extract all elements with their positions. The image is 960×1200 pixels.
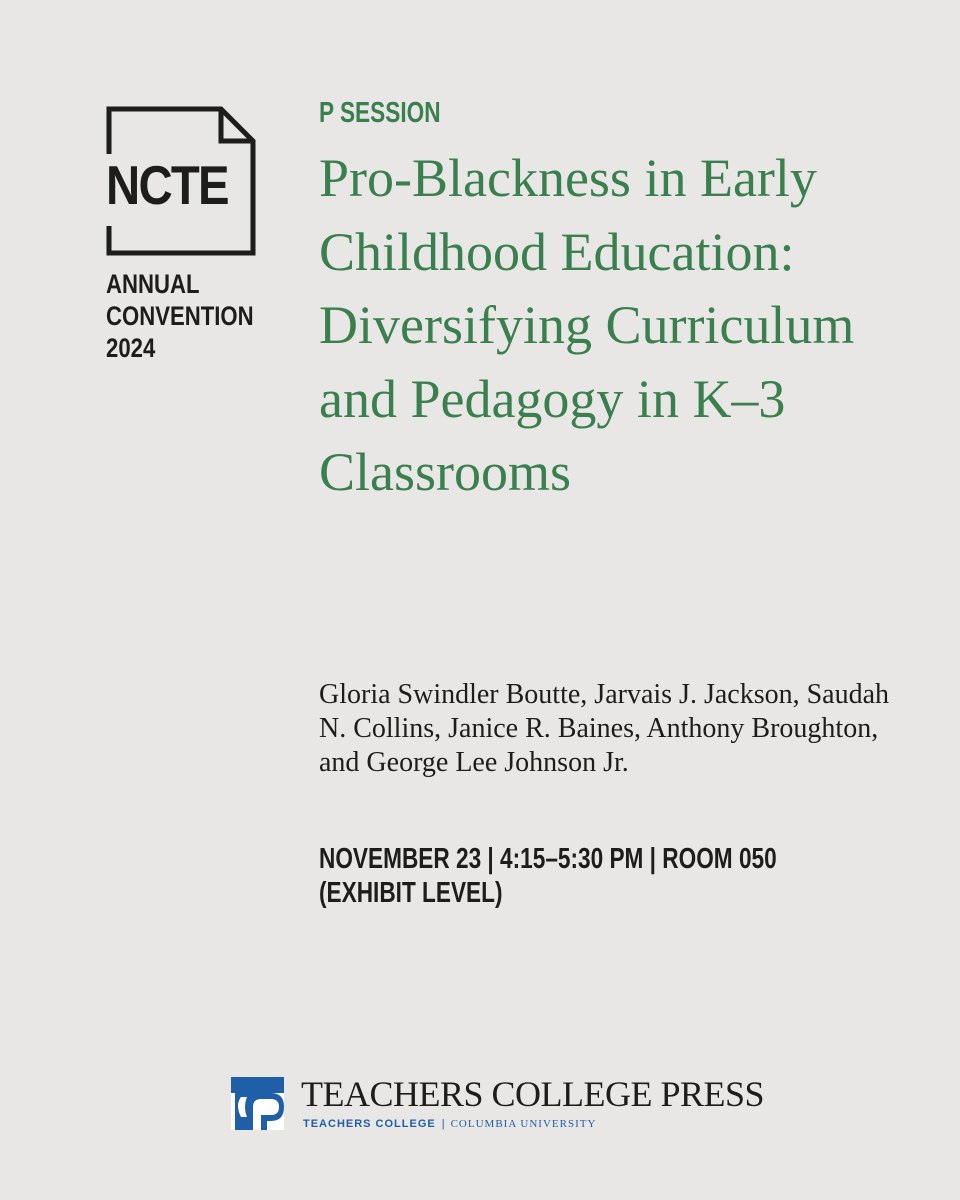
ncte-logo-wordmark: NCTE — [106, 154, 228, 216]
convention-line-3: 2024 — [106, 333, 156, 363]
press-affiliation — [303, 1117, 596, 1131]
press-affiliation-college: TEACHERS COLLEGE — [303, 1118, 436, 1130]
press-affiliation-university: COLUMBIA UNIVERSITY — [450, 1118, 597, 1130]
schedule-line-2: (EXHIBIT LEVEL) — [319, 877, 503, 909]
session-kicker: P SESSION — [319, 97, 441, 129]
press-affiliation-separator: | — [441, 1118, 445, 1130]
session-schedule — [319, 842, 787, 910]
convention-label — [106, 268, 254, 364]
press-name: TEACHERS COLLEGE PRESS — [301, 1074, 765, 1114]
schedule-line-1: NOVEMBER 23 | 4:15–5:30 PM | ROOM 050 — [319, 843, 777, 875]
session-authors: Gloria Swindler Boutte, Jarvais J. Jackson, Saudah N. Collins, Janice R. Baines, Anthony Broughton, and George Lee Johnson Jr. — [319, 679, 890, 778]
convention-line-1: ANNUAL — [106, 269, 200, 299]
convention-line-2: CONVENTION — [106, 301, 254, 331]
teachers-college-press-logo-icon — [231, 1077, 284, 1130]
session-title: Pro-Blackness in Early Childhood Education: Diversifying Curriculum and Pedagogy in K–3 Classrooms — [319, 148, 855, 502]
